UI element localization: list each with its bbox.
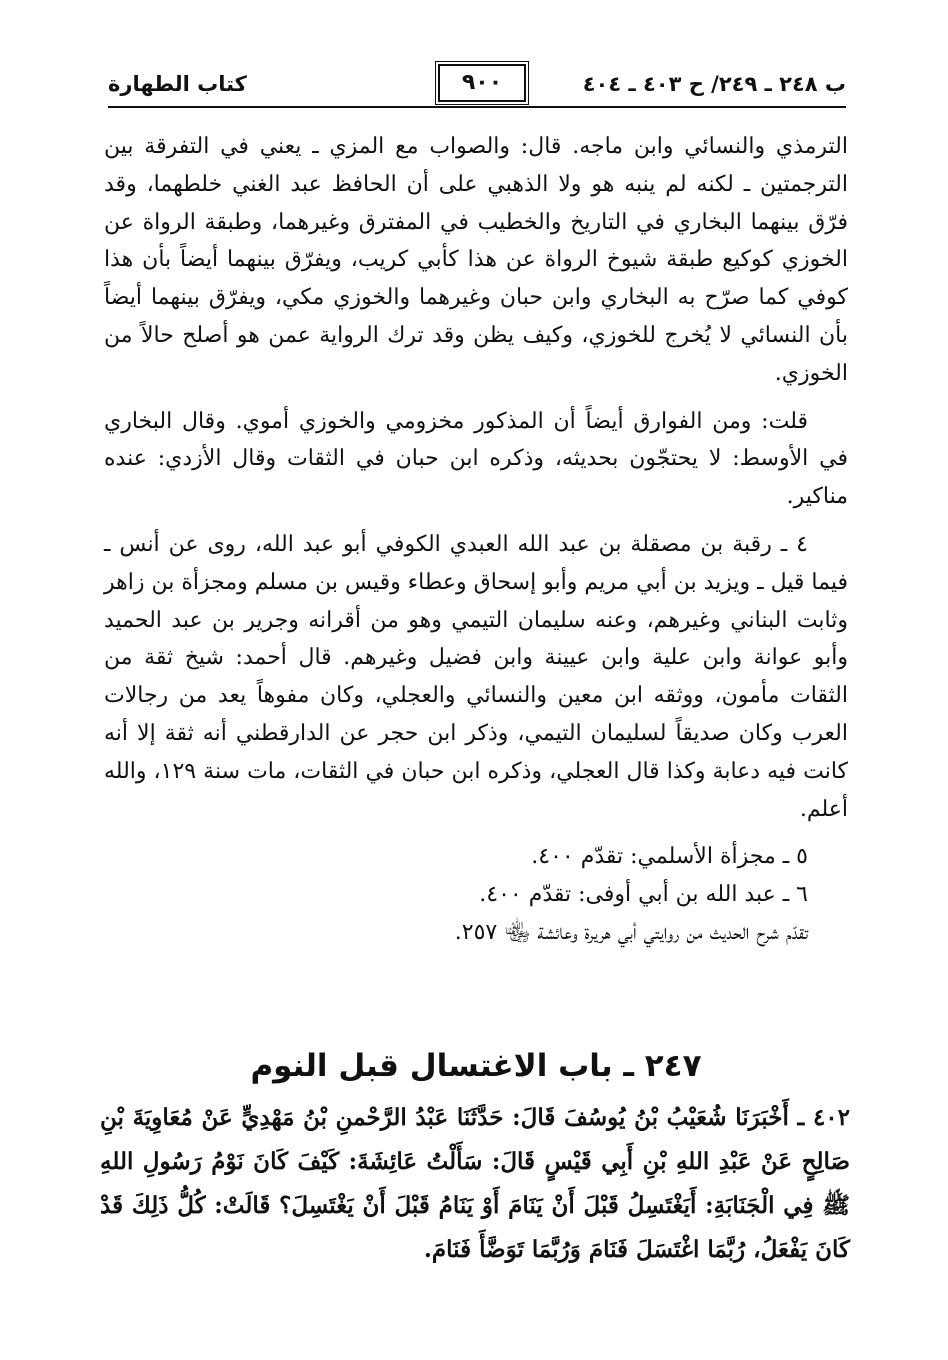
narrator-5: ٥ ـ مجزأة الأسلمي: تقدّم ٤٠٠. — [531, 844, 808, 870]
page-number: ٩٠٠ — [438, 64, 526, 102]
cross-reference: تقدّم شرح الحديث من روايتي أبي هريرة وعائشة ﵄ ٢٥٧. — [454, 919, 808, 945]
chapter-title: ٢٤٧ ـ باب الاغتسال قبل النوم — [250, 1048, 702, 1084]
header-reference: ب ٢٤٨ ـ ٢٤٩/ ح ٤٠٣ ـ ٤٠٤ — [582, 72, 846, 96]
narrator-4: ٤ ـ رقبة بن مصقلة بن عبد الله العبدي الكوفي أبو عبد الله، روى عن أنس ـ فيما قيل ـ ويزيد بن أبي مريم وأبو إسحاق وعطاء وقيس بن مسلم ومجزأة بن زاهر وثابت البناني وغيرهم، وعنه سليمان التيمي وهو من أقرانه وجرير بن عبد الحميد وأبو عوانة وابن علية وابن عيينة وابن فضيل وغيرهم. قال أحمد: شيخ ثقة من الثقات مأمون، ووثقه ابن معين والنسائي والعجلي، وكان مفوهاً يعد من رجالات العرب وكان صديقاً لسليمان التيمي، وذكر ابن حجر عن الدارقطني أنه ثقة إلا أنه كانت فيه دعابة وكذا قال العجلي، وذكره ابن حبان في الثقات، مات سنة ١٢٩، والله أعلم. — [104, 531, 848, 822]
running-header — [108, 64, 846, 104]
hadith-402: ٤٠٢ ـ أَخْبَرَنَا شُعَيْبُ بْنُ يُوسُفَ قَالَ: حَدَّثَنَا عَبْدُ الرَّحْمنِ بْنُ مَهْدِيٍّ عَنْ مُعَاوِيَةَ بْنِ صَالِحٍ عَنْ عَبْدِ اللهِ بْنِ أَبِي قَيْسٍ قَالَ: سَأَلْتُ عَائِشَةَ: كَيْفَ كَانَ نَوْمُ رَسُولِ اللهِ ﷺ فِي الْجَنَابَةِ: أَيَغْتَسِلُ قَبْلَ أَنْ يَنَامَ أَوْ يَنَامُ قَبْلَ أَنْ يَغْتَسِلَ؟ قَالَتْ: كُلُّ ذَلِكَ قَدْ كَانَ يَفْعَلُ، رُبَّمَا اغْتَسَلَ فَنَامَ وَرُبَّمَا تَوَضَّأَ فَنَامَ. — [100, 1104, 851, 1263]
paragraph-1: الترمذي والنسائي وابن ماجه. قال: والصواب مع المزي ـ يعني في التفرقة بين الترجمتين ـ لكنه لم ينبه هو ولا الذهبي على أن الحافظ عبد الغني خلطهما، وقد فرّق بينهما البخاري في التاريخ والخطيب في المفترق وغيرهما، وطبقة الرواة عن الخوزي كوكيع طبقة شيوخ الرواة عن هذا كأبي كريب، ويفرّق بينهما أيضاً بأن هذا كوفي كما صرّح به البخاري وابن حبان وغيرهما والخوزي مكي، ويفرّق بينهما أيضاً بأن النسائي لا يُخرج للخوزي، وكيف يظن وقد ترك الرواية عمن هو أصلح حالاً من الخوزي. — [104, 134, 848, 386]
hadith-text — [100, 1096, 850, 1272]
commentary-text — [104, 128, 848, 952]
book-title: كتاب الطهارة — [108, 72, 247, 96]
narrator-6: ٦ ـ عبد الله بن أبي أوفى: تقدّم ٤٠٠. — [479, 882, 808, 908]
header-divider — [108, 106, 846, 108]
paragraph-2: قلت: ومن الفوارق أيضاً أن المذكور مخزومي والخوزي أموي. وقال البخاري في الأوسط: لا يحتجّون بحديثه، وذكره ابن حبان في الثقات وقال الأزدي: عنده مناكير. — [104, 408, 848, 510]
